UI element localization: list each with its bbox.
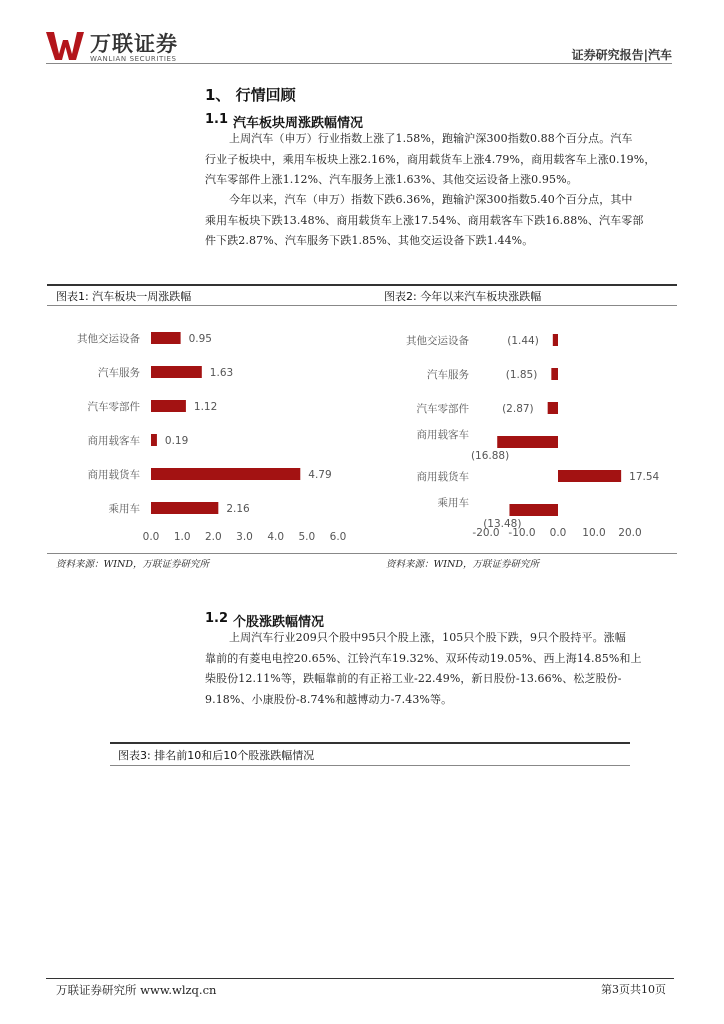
para-line: 柴股份12.11%等，跌幅靠前的有正裕工业-22.49%，新日股份-13.66%、松芝股份-	[205, 672, 622, 685]
figure3-caption: 图表3: 排名前10和后10个股涨跌幅情况	[118, 749, 315, 762]
chart-bar	[509, 504, 558, 516]
chart-ytd-change	[377, 312, 677, 548]
figure-caption-rule	[47, 305, 677, 306]
para-line: 今年以来，汽车（申万）指数下跌6.36%，跑输沪深300指数5.40个百分点，其中	[229, 193, 633, 206]
x-tick-label: 3.0	[236, 531, 253, 543]
category-label: 商用载货车	[87, 469, 140, 481]
para-line: 件下跌2.87%、汽车服务下跌1.85%、其他交运设备下跌1.44%。	[205, 234, 534, 247]
subsection-title: 汽车板块周涨跌幅情况	[233, 116, 364, 131]
para-line: 上周汽车行业209只个股中95只个股上涨，105只个股下跌，9只个股持平。涨幅	[229, 631, 626, 644]
category-label: 其他交运设备	[77, 333, 140, 345]
chart-weekly-change	[47, 312, 367, 548]
logo-text-en: WANLIAN SECURITIES	[90, 55, 177, 63]
header-rule	[46, 63, 672, 64]
category-label: 汽车服务	[98, 367, 140, 379]
figure1-source: 资料来源：WIND，万联证券研究所	[56, 559, 209, 570]
category-label: 商用载货车	[416, 471, 469, 483]
value-label: (2.87)	[502, 403, 534, 415]
x-tick-label: -20.0	[472, 527, 500, 539]
x-tick-label: 0.0	[142, 531, 160, 543]
subsection-number: 1.1	[205, 112, 229, 127]
value-label: 1.12	[193, 401, 218, 413]
paragraph-weekly	[205, 129, 673, 191]
category-label: 商用载客车	[416, 429, 469, 441]
value-label: (1.85)	[505, 369, 538, 381]
category-label: 汽车零部件	[416, 403, 469, 415]
para-line: 9.18%、小康股份-8.74%和越博动力-7.43%等。	[205, 692, 453, 706]
figure2-caption: 图表2: 今年以来汽车板块涨跌幅	[384, 290, 542, 303]
report-type: 证券研究报告|汽车	[571, 48, 672, 62]
chart-bar	[548, 402, 558, 414]
logo-w-icon	[46, 30, 84, 62]
footer-institute: 万联证券研究所 www.wlzq.cn	[56, 983, 217, 997]
para-line: 乘用车板块下跌13.48%、商用载货车上涨17.54%、商用载客车下跌16.88%、汽车零部	[205, 213, 644, 227]
chart-bar	[151, 468, 300, 480]
chart-bar	[151, 332, 181, 344]
figure-bottom-rule	[47, 553, 677, 554]
value-label: (16.88)	[470, 450, 510, 462]
x-tick-label: 0.0	[549, 527, 567, 539]
figure-top-rule	[47, 284, 677, 286]
chart-bar	[553, 334, 558, 346]
chart-bar	[151, 502, 218, 514]
para-line: 行业子板块中，乘用车板块上涨2.16%，商用载货车上涨4.79%，商用载客车上涨0.19%，	[205, 152, 656, 166]
figure3-caption-rule	[110, 765, 630, 766]
paragraph-ytd	[205, 190, 673, 252]
figure2-source: 资料来源：WIND，万联证券研究所	[386, 559, 539, 570]
para-line: 靠前的有菱电电控20.65%、江铃汽车19.32%、双环传动19.05%、西上海14.85%和上	[205, 651, 642, 665]
para-line: 汽车零部件上涨1.12%、汽车服务上涨1.63%、其他交运设备上涨0.95%。	[205, 173, 578, 186]
value-label: 4.79	[308, 469, 332, 481]
page-number: 第3页共10页	[601, 983, 666, 996]
value-label: 17.54	[629, 471, 660, 483]
value-label: 2.16	[226, 503, 250, 515]
logo-text-cn: 万联证券	[90, 32, 178, 56]
subsection-number: 1.2	[205, 611, 229, 626]
footer-rule	[46, 978, 674, 979]
x-tick-label: 5.0	[298, 531, 316, 543]
x-tick-label: 6.0	[329, 531, 347, 543]
category-label: 乘用车	[437, 497, 469, 509]
x-tick-label: 10.0	[582, 527, 606, 539]
chart-bar	[151, 366, 202, 378]
x-tick-label: 20.0	[618, 527, 642, 539]
x-tick-label: 2.0	[204, 531, 222, 543]
value-label: (13.48)	[483, 518, 522, 530]
chart-bar	[151, 400, 186, 412]
value-label: 0.19	[164, 435, 189, 447]
value-label: 0.95	[188, 333, 212, 345]
section-title: 1、 行情回顾	[205, 86, 296, 104]
category-label: 商用载客车	[87, 435, 140, 447]
chart-bar	[558, 470, 621, 482]
para-line: 上周汽车（申万）行业指数上涨了1.58%，跑输沪深300指数0.88个百分点。汽车	[229, 132, 633, 145]
chart-bar	[551, 368, 558, 380]
chart-bar	[497, 436, 558, 448]
x-tick-label: 1.0	[173, 531, 191, 543]
figure1-caption: 图表1: 汽车板块一周涨跌幅	[56, 290, 192, 303]
category-label: 汽车服务	[427, 369, 469, 381]
value-label: 1.63	[209, 367, 234, 379]
x-tick-label: -10.0	[508, 527, 536, 539]
subsection-title: 个股涨跌幅情况	[233, 615, 325, 630]
category-label: 汽车零部件	[87, 401, 140, 413]
x-tick-label: 4.0	[267, 531, 285, 543]
value-label: (1.44)	[507, 335, 539, 347]
figure3-top-rule	[110, 742, 630, 744]
paragraph-stocks	[205, 628, 673, 710]
category-label: 乘用车	[108, 503, 140, 515]
category-label: 其他交运设备	[406, 335, 469, 347]
chart-bar	[151, 434, 157, 446]
